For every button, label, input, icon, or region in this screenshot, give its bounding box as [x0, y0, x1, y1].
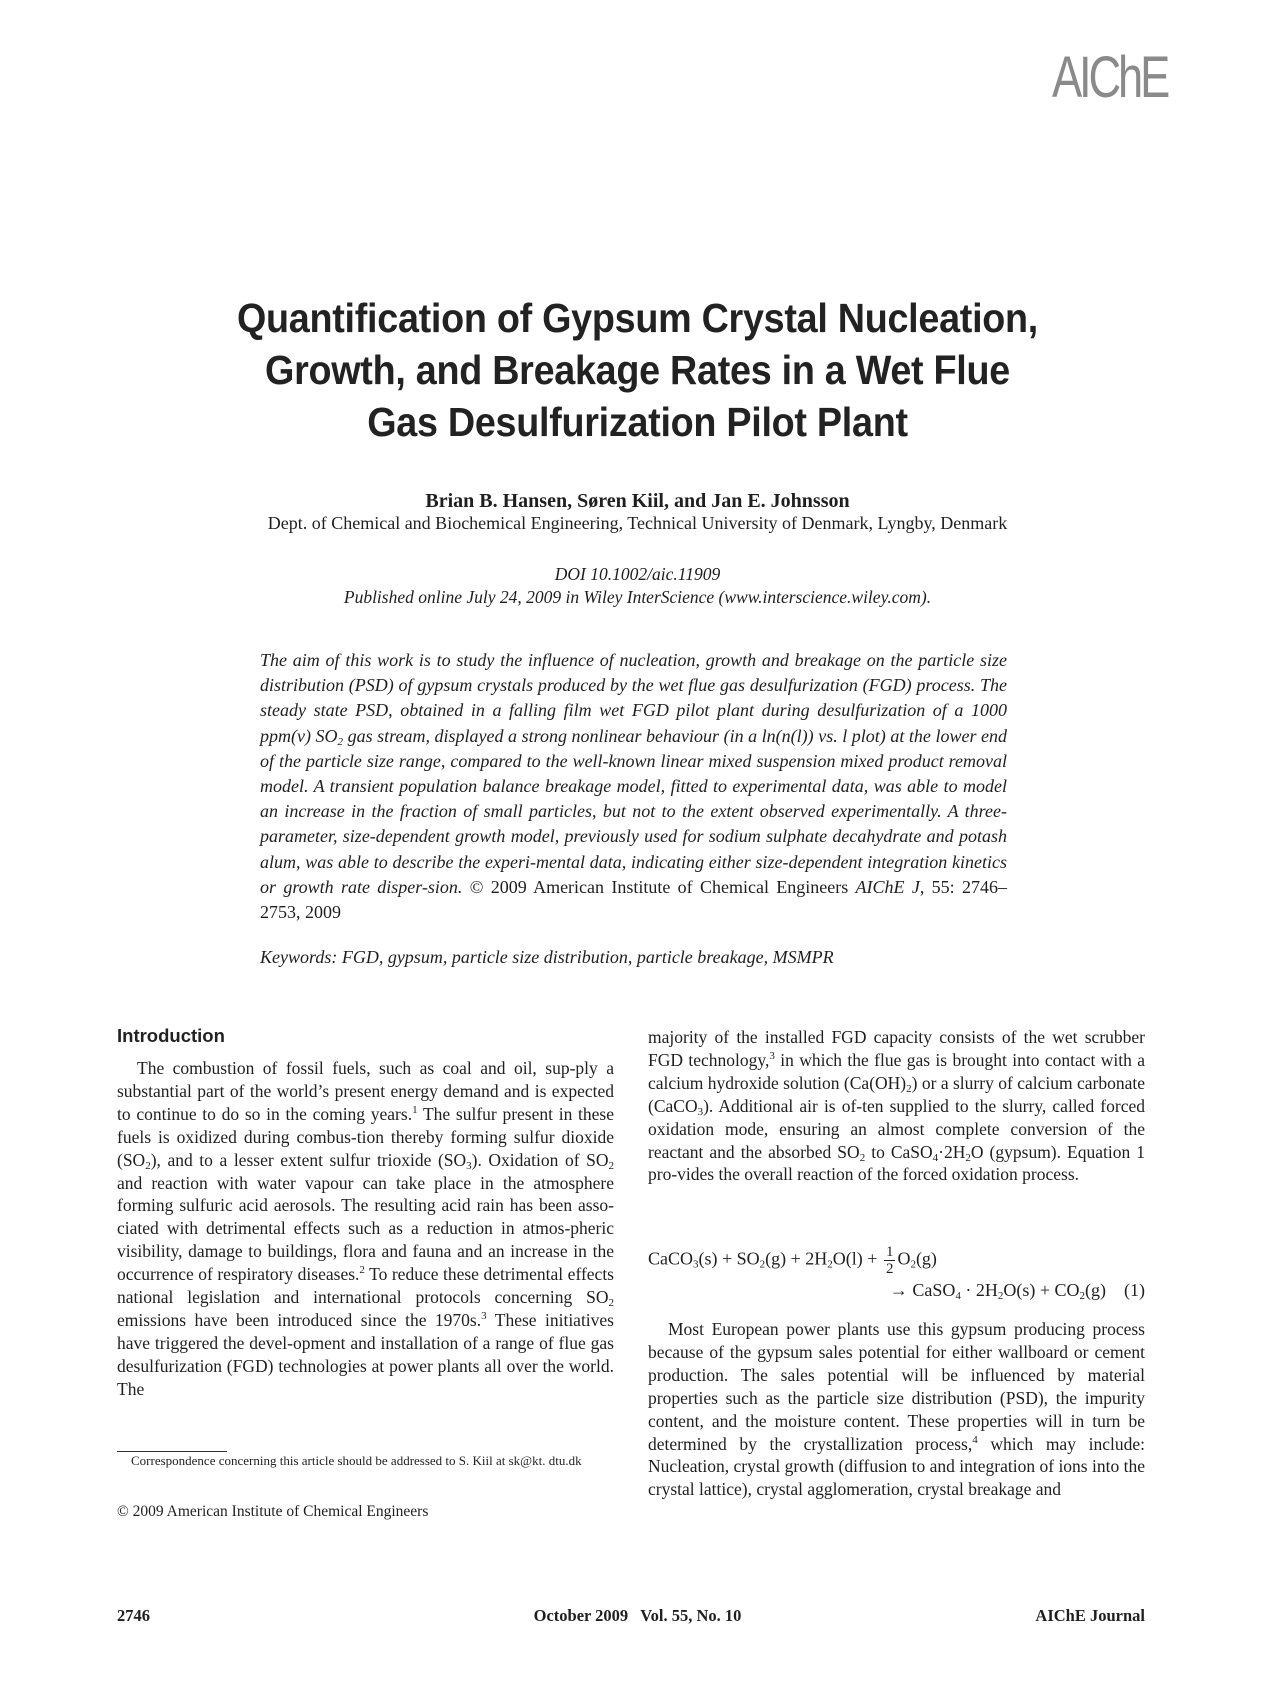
title-line: Growth, and Breakage Rates in a Wet Flue [265, 347, 1010, 393]
keywords: Keywords: FGD, gypsum, particle size distribution, particle breakage, MSMPR [260, 947, 834, 967]
copyright-line: © 2009 American Institute of Chemical Engineers [117, 1503, 429, 1520]
paragraph: majority of the installed FGD capacity consists of the wet scrubber FGD technology,$^3$ in which the flue gas is brought into contact with a calcium hydroxide solution $(Ca(OH)_2)$ or a slurry of calcium carbonate (CaCO$_3$). Additional air is of-ten supplied to the slurry, called forced oxidation mode, ensuring an almost complete conversion of the reactant and the absorbed $SO_2$ to $CaSO_4\cdot 2H_2O$ (gypsum). Equation 1 pro-vides the overall reaction of the forced oxidation process. [648, 1027, 1145, 1185]
equation-line: → CaSO$_4$ · $2H_2O(s) + CO_2(g)$ (1) [889, 1280, 1145, 1302]
fraction: $\frac{1}{2}$ [885, 1244, 894, 1277]
affiliation: Dept. of Chemical and Biochemical Engineering, Technical University of Denmark, Lyngby, Denmark [267, 513, 1008, 533]
page-number: 2746 [117, 1606, 150, 1625]
journal-name: AIChE Journal [1035, 1606, 1145, 1625]
section-heading-introduction: Introduction [117, 1025, 225, 1046]
equation-1 [648, 1230, 1145, 1300]
title-line: Quantification of Gypsum Crystal Nucleation, [236, 295, 1039, 341]
footnote-rule [117, 1451, 227, 1452]
equation-line: CaCO$_3$(s) + $SO_2(g) + 2H_2O(l)$ + $\frac{1}{2}$ $O_2(g)$ [648, 1244, 937, 1277]
body-column-right-continued [648, 1318, 1145, 1501]
issue-info: October 2009 Vol. 55, No. 10 [533, 1606, 742, 1625]
publication-info: Published online July 24, 2009 in Wiley InterScience (www.interscience.wiley.com). [343, 587, 932, 607]
correspondence-footnote: Correspondence concerning this article should be addressed to S. Kiil at sk@kt. dtu.dk [131, 1453, 582, 1468]
doi: DOI 10.1002/aic.11909 [554, 564, 721, 584]
authors: Brian B. Hansen, Søren Kiil, and Jan E. Johnsson [425, 490, 850, 512]
body-column-right [648, 1026, 1145, 1186]
aiche-logo: AIChE [1052, 45, 1168, 110]
paragraph: The combustion of fossil fuels, such as coal and oil, sup-ply a substantial part of the world’s present energy demand and is expected to continue to do so in the coming years.$^1$ The sulfur present in these fuels is oxidized during combus-tion thereby forming sulfur dioxide $(SO_2)$, and to a lesser extent sulfur trioxide $(SO_3)$. Oxidation of $SO_2$ and reaction with water vapour can take place in the atmosphere forming sulfuric acid aerosols. The resulting acid rain has been asso-ciated with detrimental effects such as a reduction in atmos-pheric visibility, damage to buildings, flora and fauna and an increase in the occurrence of respiratory diseases.$^2$ To reduce these detrimental effects national legislation and international protocols concerning $SO_2$ emissions have been introduced since the 1970s.$^3$ These initiatives have triggered the devel-opment and installation of a range of flue gas desulfurization (FGD) technologies at power plants all over the world. The [117, 1058, 614, 1399]
body-column-left [117, 1057, 614, 1401]
title-line: Gas Desulfurization Pilot Plant [367, 399, 908, 445]
paper-title [120, 292, 1155, 448]
abstract: The aim of this work is to study the influence of nucleation, growth and breakage on the particle size distribution (PSD) of gypsum crystals produced by the wet flue gas desulfurization (FGD) process. The steady state PSD, obtained in a falling film wet FGD pilot plant during desulfurization of a 1000 ppm(v) $SO_2$ gas stream, displayed a strong nonlinear behaviour (in a ln(n(l)) vs. l plot) at the lower end of the particle size range, compared to the well-known linear mixed suspension mixed product removal model. A transient population balance breakage model, fitted to experimental data, was able to model an increase in the fraction of small particles, but not to the extent observed experimentally. A three-parameter, size-dependent growth model, previously used for sodium sulphate decahydrate and potash alum, was able to describe the experi-mental data, indicating either size-dependent integration kinetics or growth rate disper-sion. © 2009 American Institute of Chemical Engineers AIChE J, 55: 2746–2753, 2009 [260, 650, 1007, 923]
paragraph: Most European power plants use this gypsum producing process because of the gypsum sales potential for either wallboard or cement production. The sales potential will be influenced by material properties such as the particle size distribution (PSD), the impurity content, and the moisture content. These properties will in turn be determined by the crystallization process,$^4$ which may include: Nucleation, crystal growth (diffusion to and integration of ions into the crystal lattice), crystal agglomeration, crystal breakage and [648, 1319, 1145, 1500]
